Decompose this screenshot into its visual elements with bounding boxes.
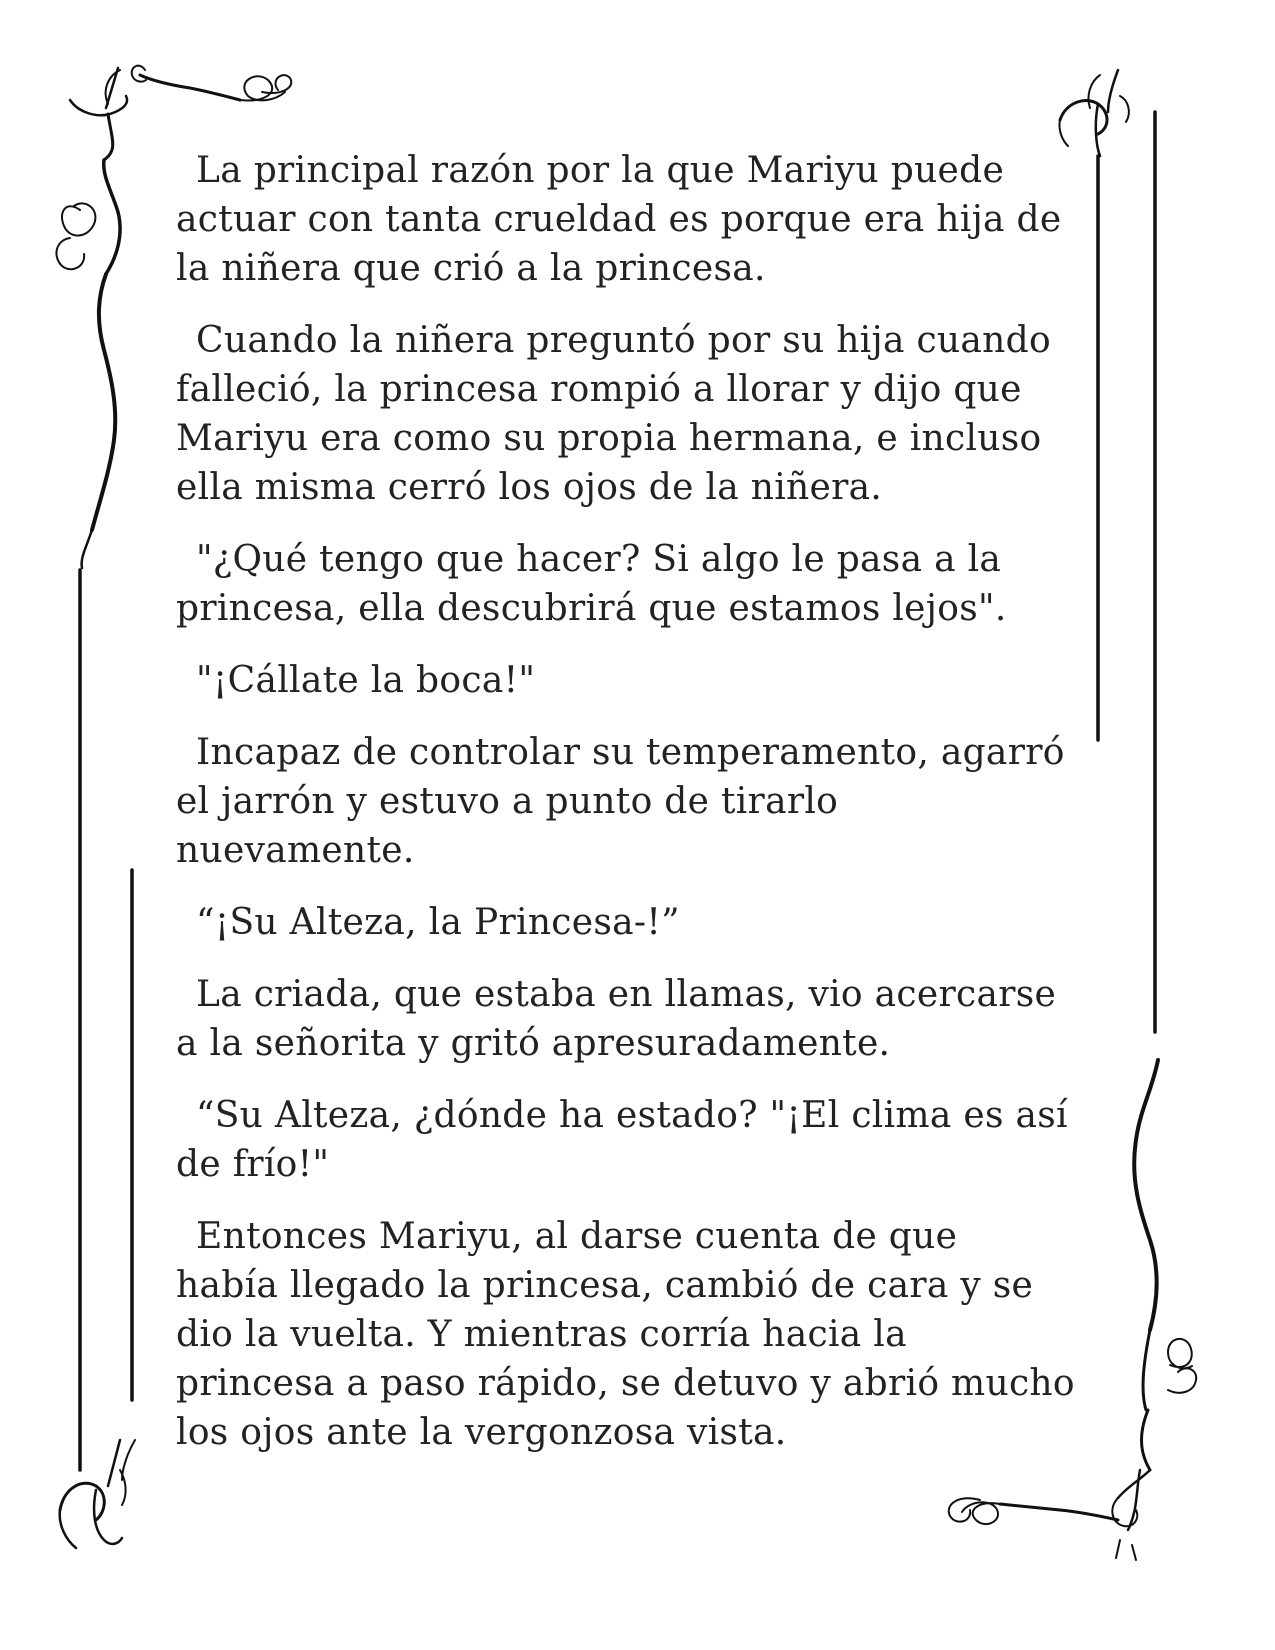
dialogue-paragraph: “¡Su Alteza, la Princesa-!” (196, 902, 680, 943)
paragraph: La criada, que estaba en llamas, vio acercarse a la señorita y gritó apresuradamente. (176, 974, 1057, 1064)
paragraph: Entonces Mariyu, al darse cuenta de que había llegado la princesa, cambió de cara y se dio la vuelta. Y mientras corría hacia la princesa a paso rápido, se detuvo y abrió mucho los ojos ante la vergonzosa vista. (176, 1216, 1075, 1453)
paragraph: La principal razón por la que Mariyu puede actuar con tanta crueldad es porque era hija de la niñera que crió a la princesa. (176, 150, 1062, 289)
story-text (176, 146, 1106, 1480)
dialogue-paragraph: "¿Qué tengo que hacer? Si algo le pasa a la princesa, ella descubrirá que estamos lejos". (176, 539, 1007, 629)
paragraph: Cuando la niñera preguntó por su hija cuando falleció, la princesa rompió a llorar y dijo que Mariyu era como su propia hermana, e incluso ella misma cerró los ojos de la niñera. (176, 320, 1051, 508)
paragraph: Incapaz de controlar su temperamento, agarró el jarrón y estuvo a punto de tirarlo nuevamente. (176, 732, 1065, 871)
dialogue-paragraph: “Su Alteza, ¿dónde ha estado? "¡El clima es así de frío!" (176, 1095, 1068, 1185)
bottom-left-flourish (60, 1440, 135, 1548)
dialogue-paragraph: "¡Cállate la boca!" (196, 660, 536, 701)
top-right-flourish (1059, 70, 1128, 156)
